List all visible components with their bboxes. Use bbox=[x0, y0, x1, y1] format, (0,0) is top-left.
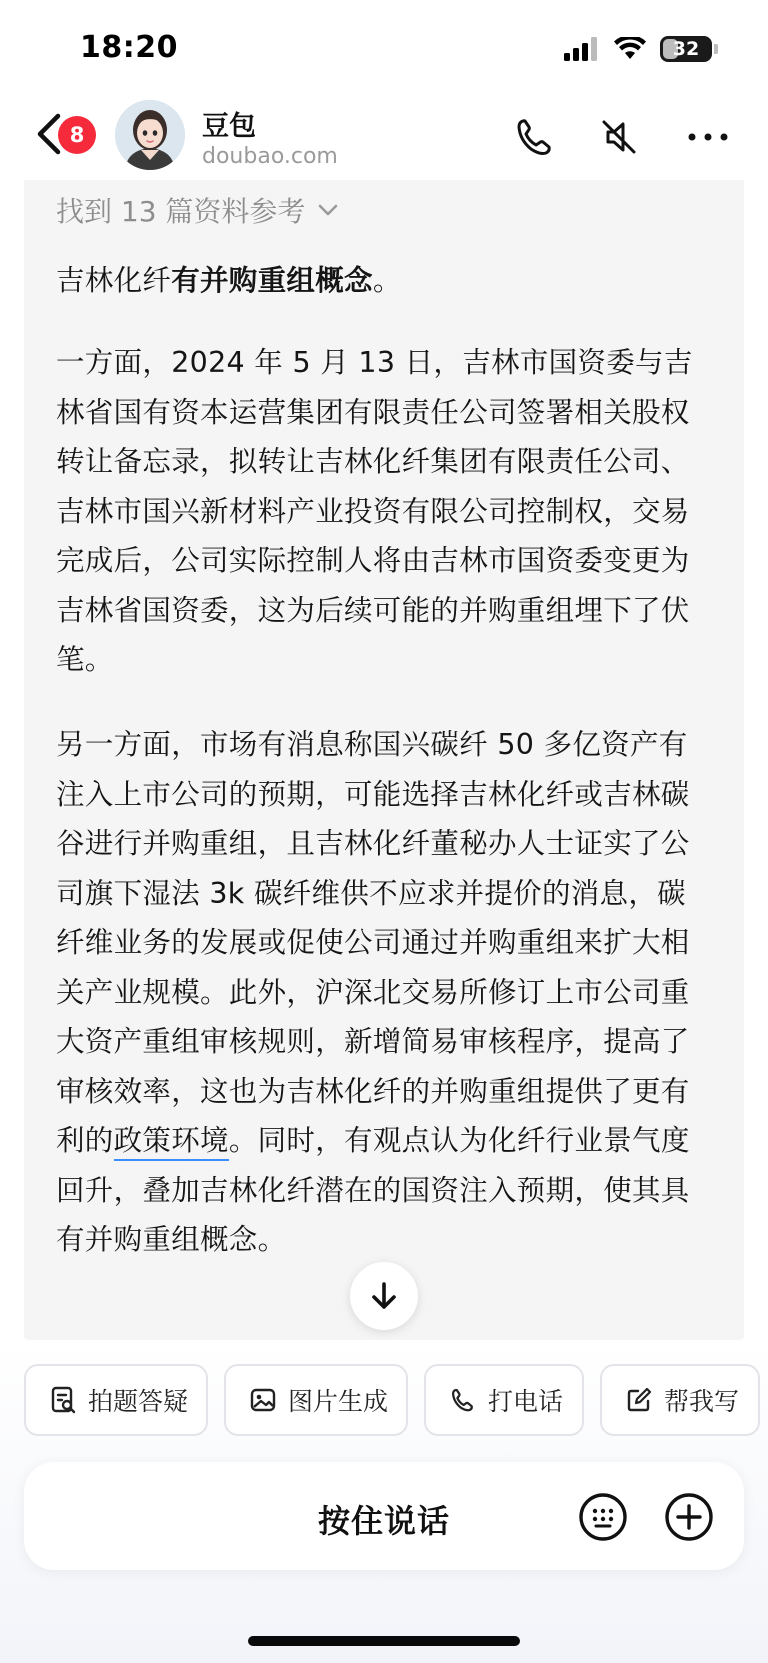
chevron-down-icon bbox=[317, 203, 339, 217]
status-icons bbox=[564, 36, 718, 62]
quick-actions bbox=[24, 1364, 760, 1436]
chip-phone-call[interactable] bbox=[424, 1364, 584, 1436]
bot-domain: doubao.com bbox=[202, 144, 338, 169]
status-time: 18:20 bbox=[80, 30, 178, 65]
battery-cap bbox=[714, 44, 718, 54]
avatar[interactable] bbox=[115, 100, 185, 170]
bot-name: 豆包 bbox=[202, 111, 256, 142]
battery-level: 32 bbox=[672, 38, 700, 60]
home-indicator[interactable] bbox=[248, 1636, 520, 1646]
message-paragraph-2: 一方面，2024 年 5 月 13 日，吉林市国资委与吉林省国有资本运营集团有限责任公司签署相关股权转让备忘录，拟转让吉林化纤集团有限责任公司、吉林市国兴新材料产业投资有限公司控制权，交易完成后，公司实际控制人将由吉林市国资委变更为吉林省国资委，这为后续可能的并购重组埋下了伏笔。 bbox=[56, 346, 693, 676]
chip-label: 图片生成 bbox=[288, 1387, 389, 1416]
keyboard-icon[interactable] bbox=[578, 1492, 628, 1542]
chip-label: 帮我写 bbox=[664, 1387, 740, 1416]
arrow-down-icon bbox=[370, 1281, 398, 1311]
chip-help-write[interactable] bbox=[600, 1364, 760, 1436]
image-icon bbox=[250, 1387, 276, 1413]
chip-image-generation[interactable] bbox=[224, 1364, 408, 1436]
scroll-to-bottom-button[interactable] bbox=[350, 1262, 418, 1330]
unread-badge: 8 bbox=[58, 116, 96, 154]
policy-environment-link[interactable]: 政策环境 bbox=[114, 1124, 229, 1161]
chip-label: 打电话 bbox=[488, 1387, 564, 1416]
p3-part1: 另一方面，市场有消息称国兴碳纤 50 多亿资产有注入上市公司的预期，可能选择吉林化纤或吉林碳谷进行并购重组，且吉林化纤董秘办人士证实了公司旗下湿法 3k 碳纤维供不应求并提价的消息，碳纤维业务的发展或促使公司通过并购重组来扩大相关产业规模。此外，沪深北交易所修订上市公司重大资产重组审核规则，新增简易审核程序，提高了审核效率，这也为吉林化纤的并购重组提供了更有利的 bbox=[56, 728, 690, 1157]
more-options-icon[interactable] bbox=[686, 116, 730, 158]
chip-label: 拍题答疑 bbox=[88, 1387, 189, 1416]
message-paragraph-3 bbox=[56, 720, 710, 1265]
battery-icon bbox=[660, 36, 712, 62]
phone-icon bbox=[450, 1387, 476, 1413]
plus-icon[interactable] bbox=[664, 1492, 714, 1542]
wifi-icon bbox=[614, 37, 646, 61]
status-bar bbox=[0, 0, 768, 100]
photo-question-icon bbox=[50, 1386, 76, 1414]
p3-part2: 。同时，有观点认为化纤行业景气度回升，叠加吉林化纤潜在的国资注入预期，使其具有并购重组概念。 bbox=[56, 1124, 690, 1256]
cellular-signal-icon bbox=[564, 37, 600, 61]
p1-prefix: 吉林化纤 bbox=[56, 264, 172, 297]
references-toggle[interactable] bbox=[56, 190, 339, 230]
speaker-mute-icon[interactable] bbox=[598, 116, 640, 158]
p1-suffix: 。 bbox=[372, 264, 402, 297]
avatar-portrait-icon bbox=[115, 100, 185, 170]
message-paragraph-1 bbox=[56, 256, 710, 306]
p1-bold: 有并购重组概念 bbox=[171, 264, 373, 297]
chip-photo-question[interactable] bbox=[24, 1364, 208, 1436]
phone-call-icon[interactable] bbox=[514, 116, 556, 158]
hold-to-talk-label: 按住说话 bbox=[317, 1502, 450, 1540]
references-label: 找到 13 篇资料参考 bbox=[56, 195, 306, 228]
voice-input-bar[interactable] bbox=[24, 1462, 744, 1570]
edit-icon bbox=[626, 1387, 652, 1413]
